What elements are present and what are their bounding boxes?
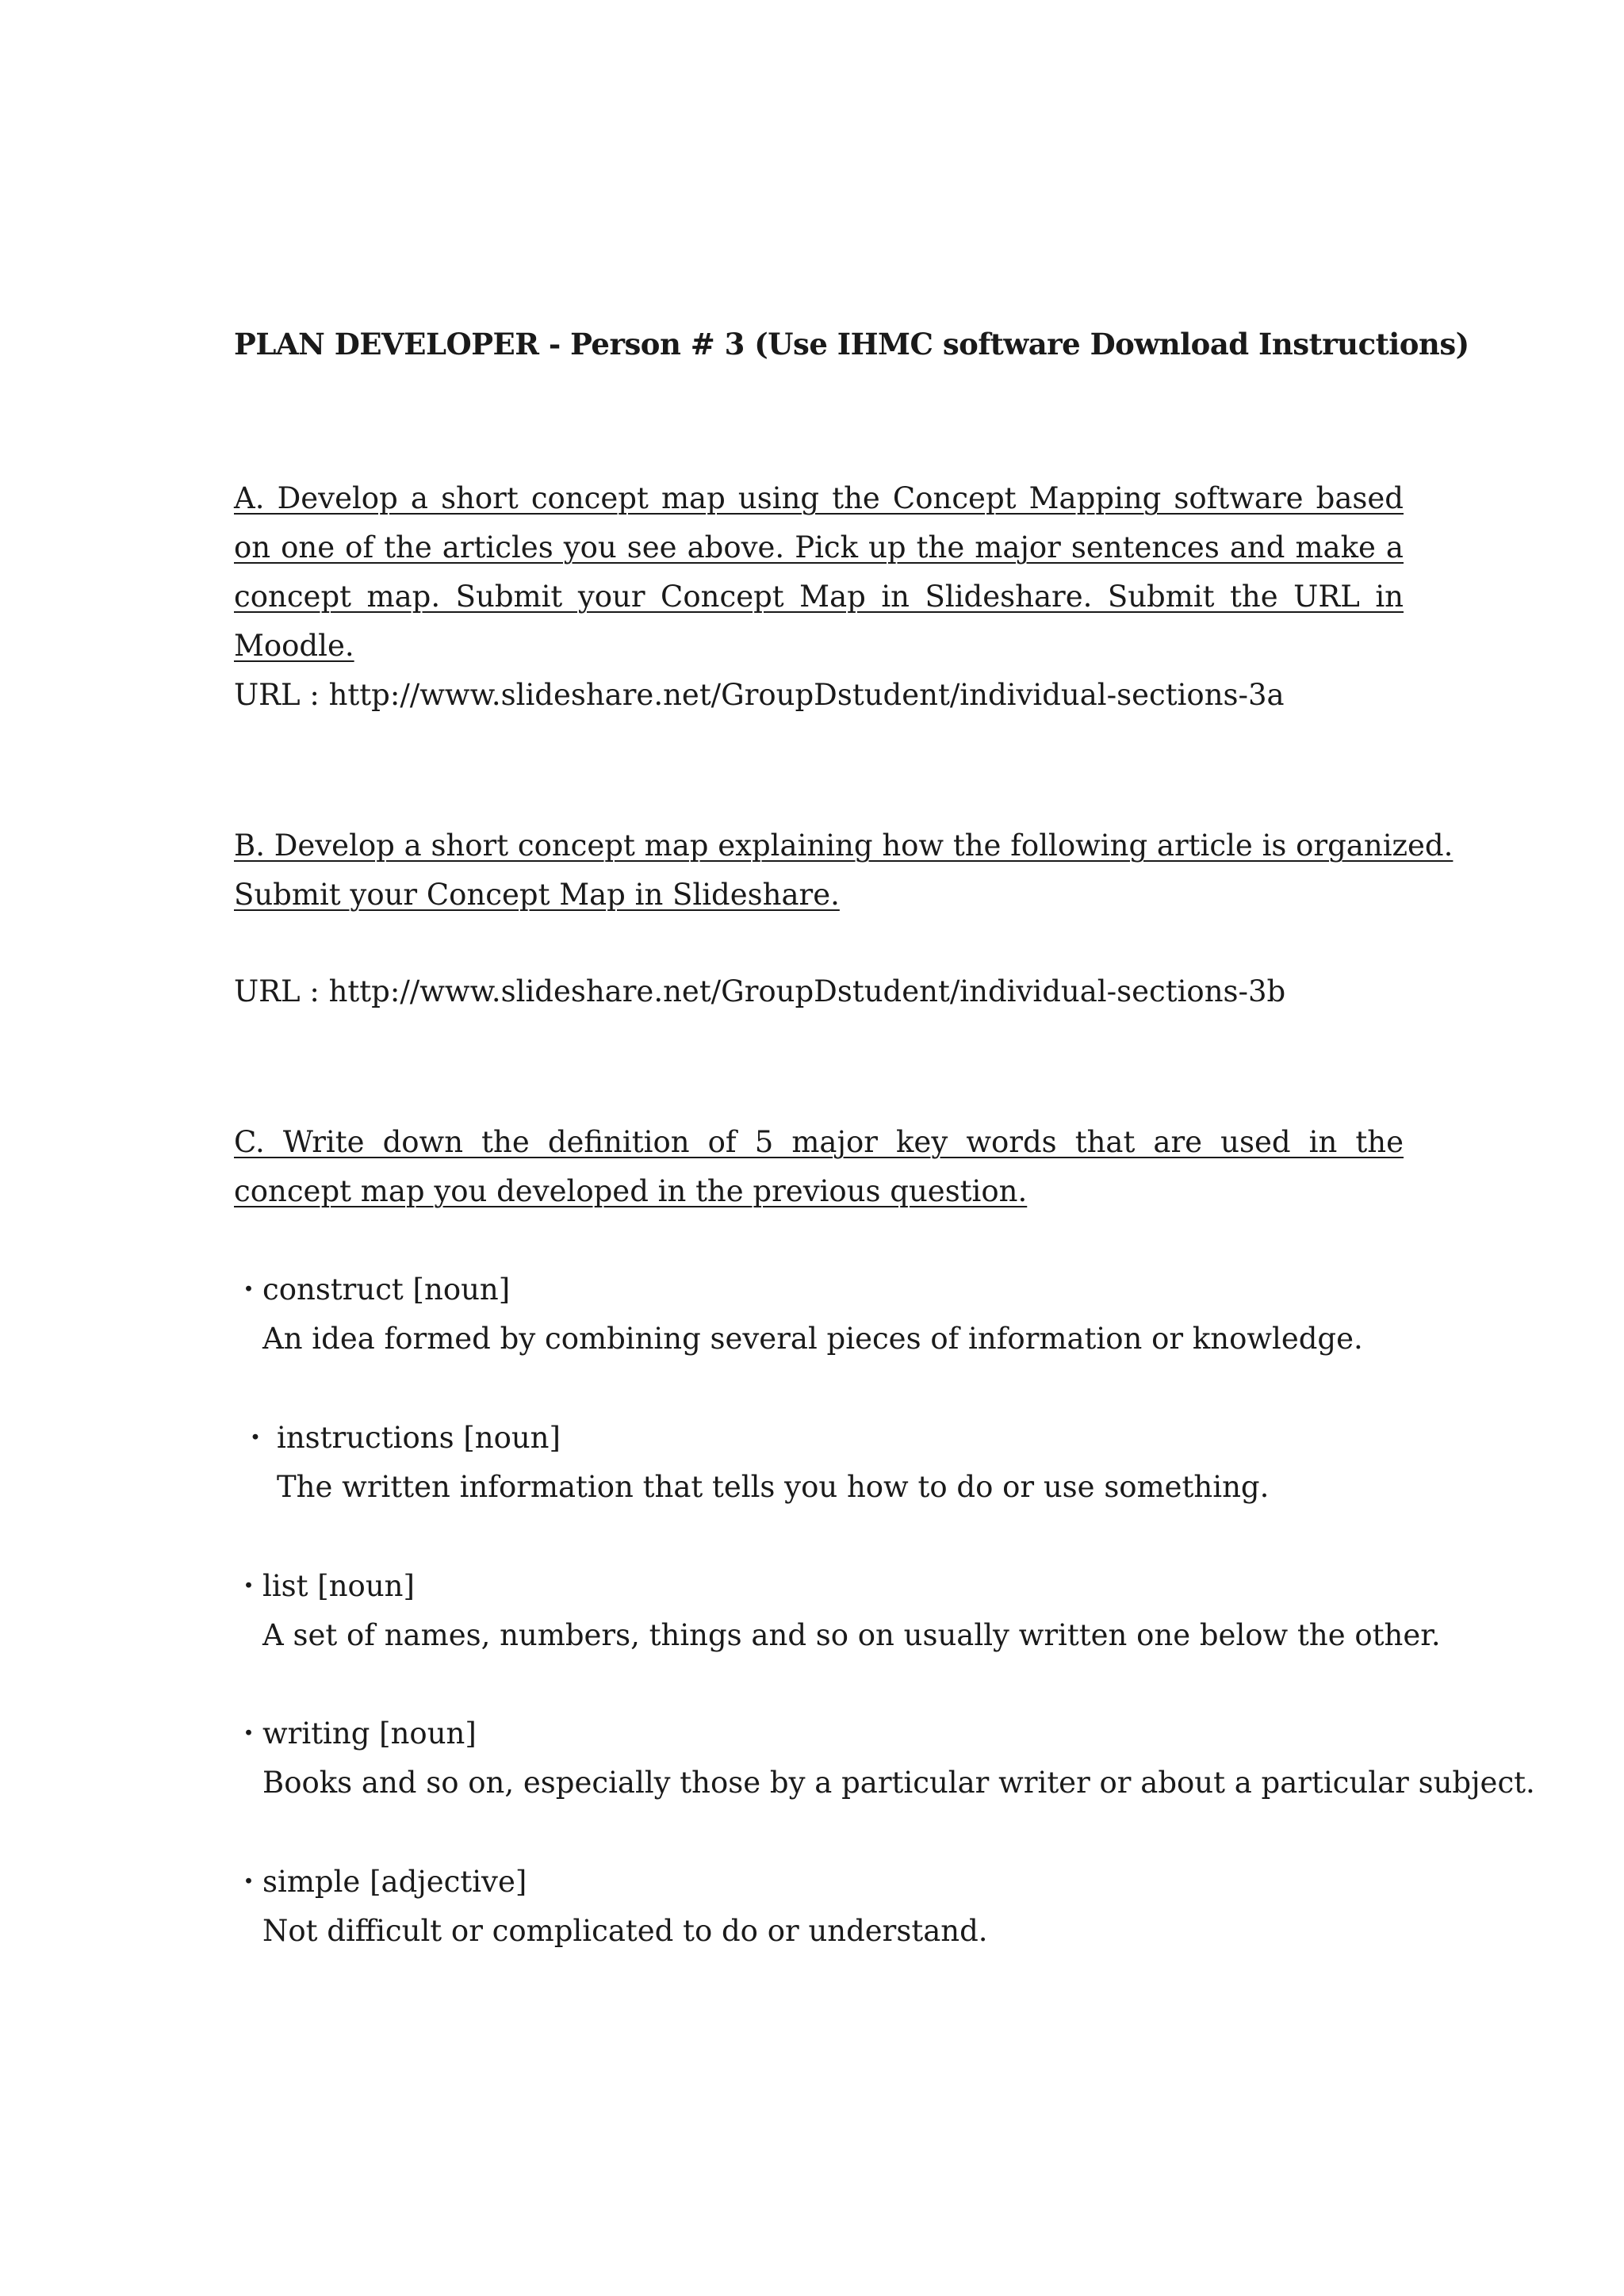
question-a: A. Develop a short concept map using the Concept Mapping software based on one of the articles you see above. Pick up the major sentences and make a concept map. Submit your Concept Map in Slideshare. Submit the URL in Moodle. (234, 481, 1404, 663)
bullet-icon: ・ (234, 1569, 263, 1603)
term-heading (234, 1265, 1423, 1314)
section-c (234, 1118, 1404, 1216)
term-label: instructions [noun] (277, 1421, 561, 1455)
bullet-icon: ・ (234, 1716, 263, 1751)
term-definition: The written information that tells you how to do or use something. (277, 1470, 1270, 1504)
question-c: C. Write down the definition of 5 major key words that are used in the concept map you developed in the previous question. (234, 1125, 1404, 1208)
url-a: URL : http://www.slideshare.net/GroupDstudent/individual-sections-3a (234, 678, 1285, 712)
term-definition: Books and so on, especially those by a particular writer or about a particular subject. (262, 1766, 1535, 1800)
term-label: writing [noun] (262, 1716, 477, 1751)
term-label: construct [noun] (262, 1272, 511, 1307)
term-definition: An idea formed by combining several pieces of information or knowledge. (262, 1322, 1363, 1356)
question-b-line1: B. Develop a short concept map explaining how the following article is organized. (234, 828, 1454, 863)
term-definition: Not difficult or complicated to do or understand. (262, 1914, 988, 1948)
term-item (234, 1562, 1441, 1660)
term-heading (234, 1414, 1423, 1463)
question-b-line2: Submit your Concept Map in Slideshare. (234, 878, 840, 912)
term-item (234, 1709, 1535, 1808)
term-label: simple [adjective] (262, 1865, 527, 1899)
term-item (234, 1414, 1423, 1512)
page-heading: PLAN DEVELOPER - Person # 3 (Use IHMC software Download Instructions) (234, 327, 1469, 362)
term-item (234, 1858, 1423, 1956)
term-item (234, 1265, 1423, 1364)
url-b: URL : http://www.slideshare.net/GroupDstudent/individual-sections-3b (234, 974, 1286, 1008)
term-definition: A set of names, numbers, things and so on usually written one below the other. (262, 1618, 1441, 1652)
bullet-icon: ・ (234, 1272, 263, 1307)
term-heading (234, 1858, 1423, 1907)
section-a (234, 474, 1404, 671)
bullet-icon: ・ (234, 1865, 263, 1899)
term-heading (234, 1562, 1423, 1611)
section-b (234, 821, 1454, 920)
term-heading (234, 1709, 1423, 1758)
bullet-icon: ・ (240, 1421, 270, 1455)
term-label: list [noun] (262, 1569, 415, 1603)
